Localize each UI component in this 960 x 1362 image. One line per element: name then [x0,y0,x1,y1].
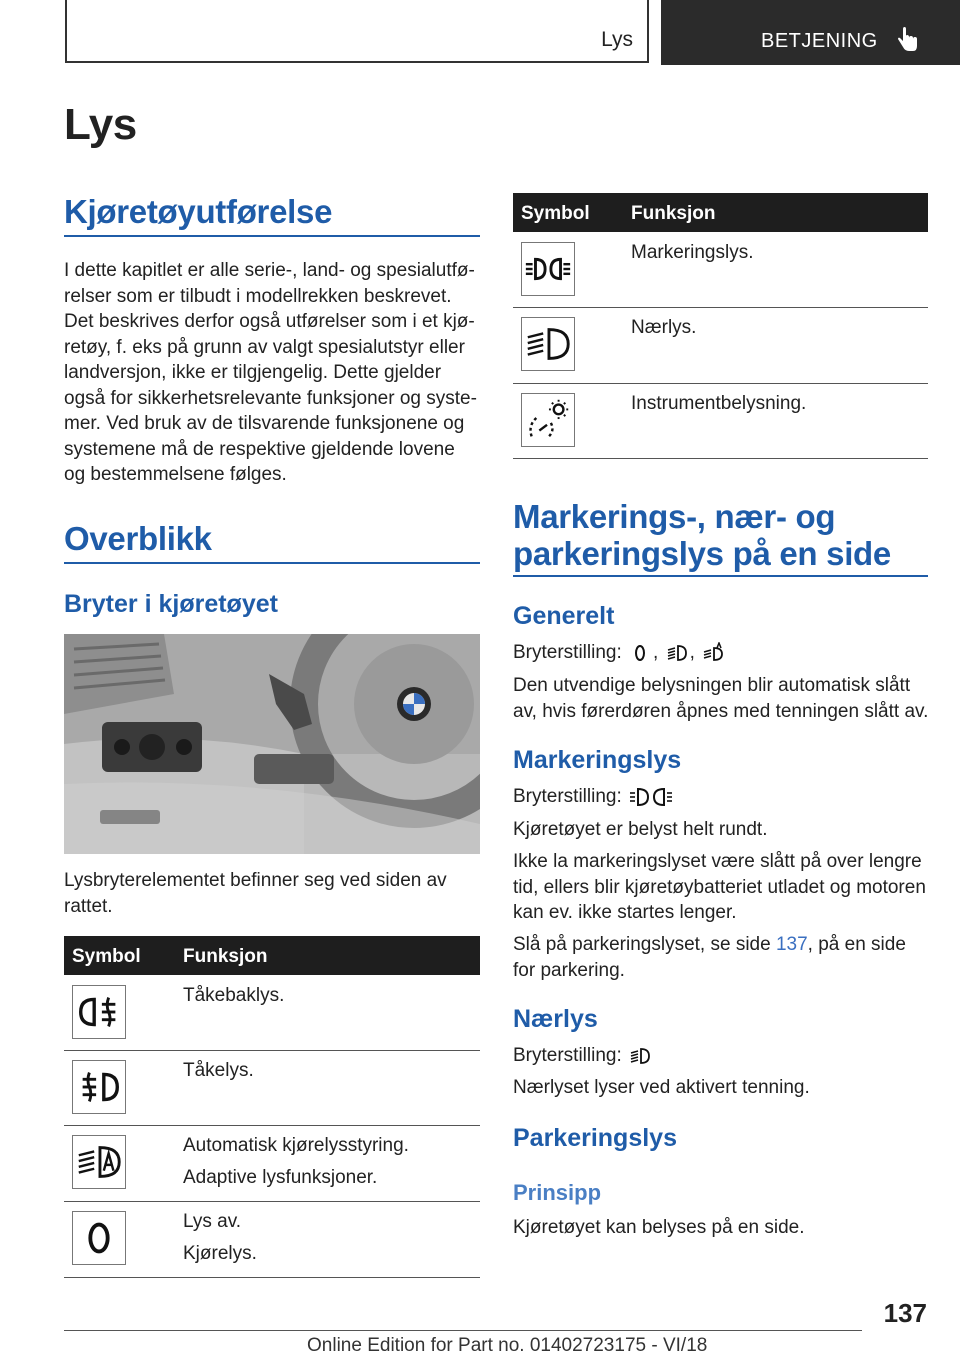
heading-side-marker-lights: Markeringslys [513,746,682,774]
heading-rule [513,575,928,577]
page-reference-link[interactable]: 137 [775,934,808,955]
left-symbol-table [64,936,480,1278]
heading-switch-in-vehicle: Bryter i kjøretøyet [64,590,278,618]
design-paragraph: I dette kapitlet er alle serie-, land- og spesialutfø- relser som er tilbudt i modellrekken beskrevet. Det beskrives derfor også utførelser som i et kjø- retøy, f. eks på grunn av valgt spesialutstyr eller landversjon, ikke er tilgjengelig. Dette gjelder også for sikkerhetsrelevante funksjoner og syste- mer. Ved bruk av de tilsvarende funksjonene og systemene må de respektive gjeldende lovene og bestemmelsene følges. [64,260,477,485]
table-row: Tåkelys. [64,1050,480,1126]
zero-position-icon [629,642,651,664]
principle-paragraph: Kjøretøyet kan belyses på en side. [513,1217,805,1238]
heading-vehicle-design: Kjøretøyutførelse [64,193,333,230]
switch-position-lowbeam: Bryterstilling: [513,1043,653,1069]
side-marker-light-icon [521,242,575,296]
pointing-hand-icon [895,27,919,53]
right-symbol-table [513,193,928,459]
dashboard-light-switch-photo [64,634,480,854]
heading-principle: Prinsipp [513,1180,602,1205]
low-beam-icon [521,317,575,371]
low-beam-icon [666,642,688,664]
heading-rule [64,235,480,237]
footer-edition: Online Edition for Part no. 01402723175 - VI/18 [307,1335,708,1356]
heading-general: Generelt [513,602,615,630]
automatic-headlight-icon [72,1135,126,1189]
table-row: Lys av. Kjørelys. [64,1201,480,1278]
footer-rule [64,1330,862,1331]
page-number: 137 [883,1298,927,1328]
switch-position-marking: Bryterstilling: [513,784,675,810]
table-header: Symbol Funksjon [64,936,480,975]
lights-off-zero-icon [72,1211,126,1265]
side-marker-light-icon [629,786,673,808]
heading-rule [64,562,480,564]
table-header: Symbol Funksjon [513,193,928,232]
table-row: Nærlys. [513,307,928,384]
rear-fog-light-icon [72,985,126,1039]
table-row: Markeringslys. [513,232,928,308]
header-section-box [65,0,649,63]
table-row: Automatisk kjørelysstyring. Adaptive lysfunksjoner. [64,1125,480,1202]
instrument-illumination-icon [521,393,575,447]
photo-caption: Lysbryterelementet befinner seg ved siden av rattet. [64,870,447,917]
heading-low-beam: Nærlys [513,1005,598,1033]
table-row: Tåkebaklys. [64,975,480,1051]
header-chapter-label: BETJENING [761,30,878,52]
header-chapter-tab[interactable] [661,0,960,65]
page-title: Lys [64,100,137,149]
lowbeam-paragraph: Nærlyset lyser ved aktivert tenning. [513,1077,810,1098]
marking-paragraph-3: Slå på parkeringslyset, se side 137, på en side for parkering. [513,934,906,981]
general-paragraph: Den utvendige belysningen blir automatisk slått av, hvis førerdøren åpnes med tenningen slått av. [513,675,929,722]
switch-position-general: Bryterstilling: , , [513,640,726,666]
header-section-title: Lys [601,28,633,51]
low-beam-icon [629,1045,651,1067]
marking-paragraph-1: Kjøretøyet er belyst helt rundt. [513,819,768,840]
heading-one-side-lights: Markerings-, nær- og parkeringslys på en side [513,498,891,572]
heading-overview: Overblikk [64,520,212,557]
front-fog-light-icon [72,1060,126,1114]
heading-parking-lights: Parkeringslys [513,1124,677,1152]
marking-paragraph-2: Ikke la markeringslyset være slått på over lengre tid, ellers blir kjøretøybatteriet utladet og motoren kan ev. ikke startes lenger. [513,851,926,923]
automatic-headlight-icon [702,642,724,664]
table-row: Instrumentbelysning. [513,383,928,459]
